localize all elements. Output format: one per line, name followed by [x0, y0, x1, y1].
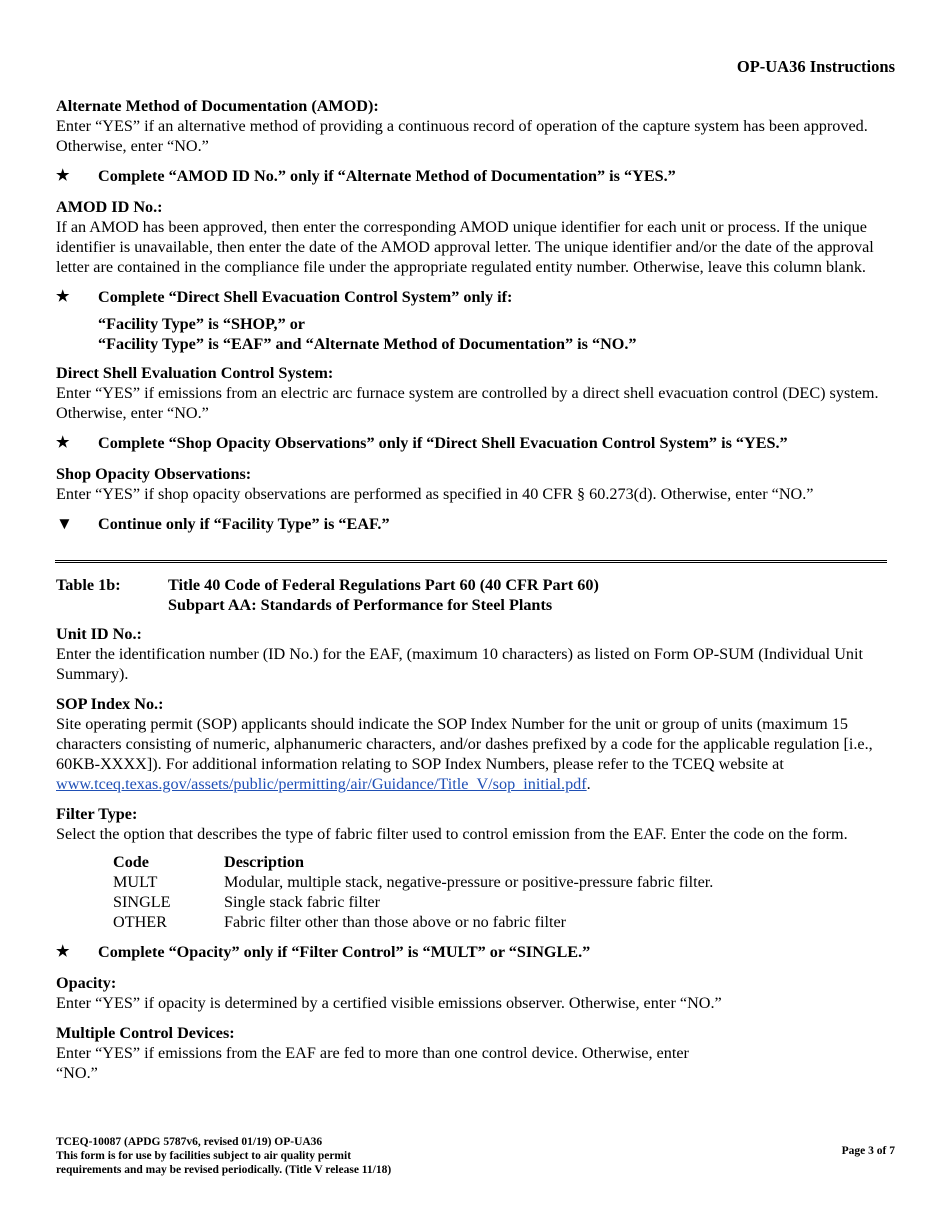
instruction-text: Complete “AMOD ID No.” only if “Alternate Method of Documentation” is “YES.” [98, 167, 676, 185]
instruction-text: Continue only if “Facility Type” is “EAF.” [98, 515, 390, 533]
shop-heading: Shop Opacity Observations: [56, 465, 252, 483]
instruction-dec [56, 287, 896, 307]
amod-heading: Alternate Method of Documentation (AMOD): [56, 97, 379, 115]
section-amod-id [56, 197, 896, 277]
instruction-shop [56, 433, 896, 453]
description-cell: Modular, multiple stack, negative-pressure or positive-pressure fabric filter. [224, 873, 714, 891]
amod-id-body: If an AMOD has been approved, then enter the corresponding AMOD unique identifier for each unit or process. If the unique identifier is unavailable, then enter the date of the AMOD approval letter. The unique identifier and/or the date of the approval letter are contained in the compliance file under the appropriate regulated entity number. Otherwise, leave this column blank. [56, 218, 874, 276]
condition-1: “Facility Type” is “SHOP,” or [98, 315, 305, 333]
filter-code-table [113, 852, 896, 932]
unit-id-heading: Unit ID No.: [56, 625, 142, 643]
table-row [113, 892, 896, 912]
code-header: Code [113, 853, 149, 871]
table-title [168, 575, 599, 615]
amod-body: Enter “YES” if an alternative method of providing a continuous record of operation of the capture system has been approved. Otherwise, enter “NO.” [56, 117, 868, 155]
unit-id-body: Enter the identification number (ID No.) for the EAF, (maximum 10 characters) as listed on Form OP-SUM (Individual Unit Summary). [56, 645, 864, 683]
footer-form-id: TCEQ-10087 (APDG 5787v6, revised 01/19) OP-UA36 [56, 1136, 323, 1148]
table-title-line2: Subpart AA: Standards of Performance for Steel Plants [168, 596, 553, 614]
dec-heading: Direct Shell Evaluation Control System: [56, 364, 334, 382]
dec-body: Enter “YES” if emissions from an electric arc furnace system are controlled by a direct shell evacuation control (DEC) system. Otherwise, enter “NO.” [56, 384, 879, 422]
code-cell: OTHER [113, 913, 167, 931]
section-shop [56, 464, 896, 504]
section-filter [56, 804, 896, 932]
multiple-body-line1: Enter “YES” if emissions from the EAF are fed to more than one control device. Otherwise, enter [56, 1044, 689, 1062]
instruction-continue [56, 514, 896, 534]
page-number: Page 3 of 7 [841, 1145, 895, 1157]
description-header: Description [224, 853, 305, 871]
content [56, 96, 896, 1093]
star-icon: ★ [56, 168, 70, 184]
description-cell: Single stack fabric filter [224, 893, 380, 911]
section-sop [56, 694, 896, 794]
section-divider [55, 560, 887, 563]
opacity-heading: Opacity: [56, 974, 117, 992]
section-unit-id [56, 624, 896, 684]
amod-id-heading: AMOD ID No.: [56, 198, 163, 216]
star-icon: ★ [56, 435, 70, 451]
sop-body [56, 714, 896, 794]
footer-note-line1: This form is for use by facilities subject to air quality permit [56, 1150, 352, 1162]
sop-heading: SOP Index No.: [56, 695, 164, 713]
filter-heading: Filter Type: [56, 805, 138, 823]
table-title-line1: Title 40 Code of Federal Regulations Part 60 (40 CFR Part 60) [168, 576, 599, 594]
header-title: OP-UA36 Instructions [736, 57, 895, 76]
table-1b-heading [56, 575, 896, 615]
instruction-opacity [56, 942, 896, 962]
code-cell: SINGLE [113, 893, 171, 911]
filter-body: Select the option that describes the type of fabric filter used to control emission from the EAF. Enter the code on the form. [56, 825, 848, 843]
section-amod [56, 96, 896, 156]
description-cell: Fabric filter other than those above or no fabric filter [224, 913, 567, 931]
instruction-text: Complete “Opacity” only if “Filter Control” is “MULT” or “SINGLE.” [98, 943, 591, 961]
instruction-amod-id [56, 166, 896, 186]
footer [56, 1135, 391, 1177]
table-label: Table 1b: [56, 576, 121, 594]
opacity-body: Enter “YES” if opacity is determined by a certified visible emissions observer. Otherwise, enter “NO.” [56, 994, 722, 1012]
sop-body-text: Site operating permit (SOP) applicants should indicate the SOP Index Number for the unit or group of units (maximum 15 characters consisting of numeric, alphanumeric characters, and/or dashes prefixed by a code for the applicable regulation [i.e., 60KB-XXXX]). For additional information relating to SOP Index Numbers, please refer to the TCEQ website at [56, 715, 873, 773]
section-opacity [56, 973, 896, 1013]
star-icon: ★ [56, 944, 70, 960]
code-cell: MULT [113, 873, 158, 891]
multiple-body-line2: “NO.” [56, 1064, 98, 1082]
shop-body: Enter “YES” if shop opacity observations are performed as specified in 40 CFR § 60.273(d). Otherwise, enter “NO.” [56, 485, 814, 503]
code-table-header [113, 852, 896, 872]
multiple-heading: Multiple Control Devices: [56, 1024, 235, 1042]
triangle-down-icon: ▼ [56, 514, 73, 533]
instruction-text: Complete “Direct Shell Evacuation Control System” only if: [98, 288, 513, 306]
section-multiple-control [56, 1023, 896, 1083]
sop-body-end: . [586, 775, 591, 793]
sop-guidance-link[interactable]: www.tceq.texas.gov/assets/public/permitting/air/Guidance/Title_V/sop_initial.pdf [56, 775, 587, 793]
star-icon: ★ [56, 289, 70, 305]
condition-2: “Facility Type” is “EAF” and “Alternate Method of Documentation” is “NO.” [98, 335, 637, 353]
footer-note-line2: requirements and may be revised periodically. (Title V release 11/18) [56, 1164, 392, 1176]
table-row [113, 912, 896, 932]
section-dec [56, 363, 896, 423]
instruction-text: Complete “Shop Opacity Observations” only if “Direct Shell Evacuation Control System” is “YES.” [98, 434, 788, 452]
instruction-dec-conditions [98, 314, 896, 354]
table-row [113, 872, 896, 892]
